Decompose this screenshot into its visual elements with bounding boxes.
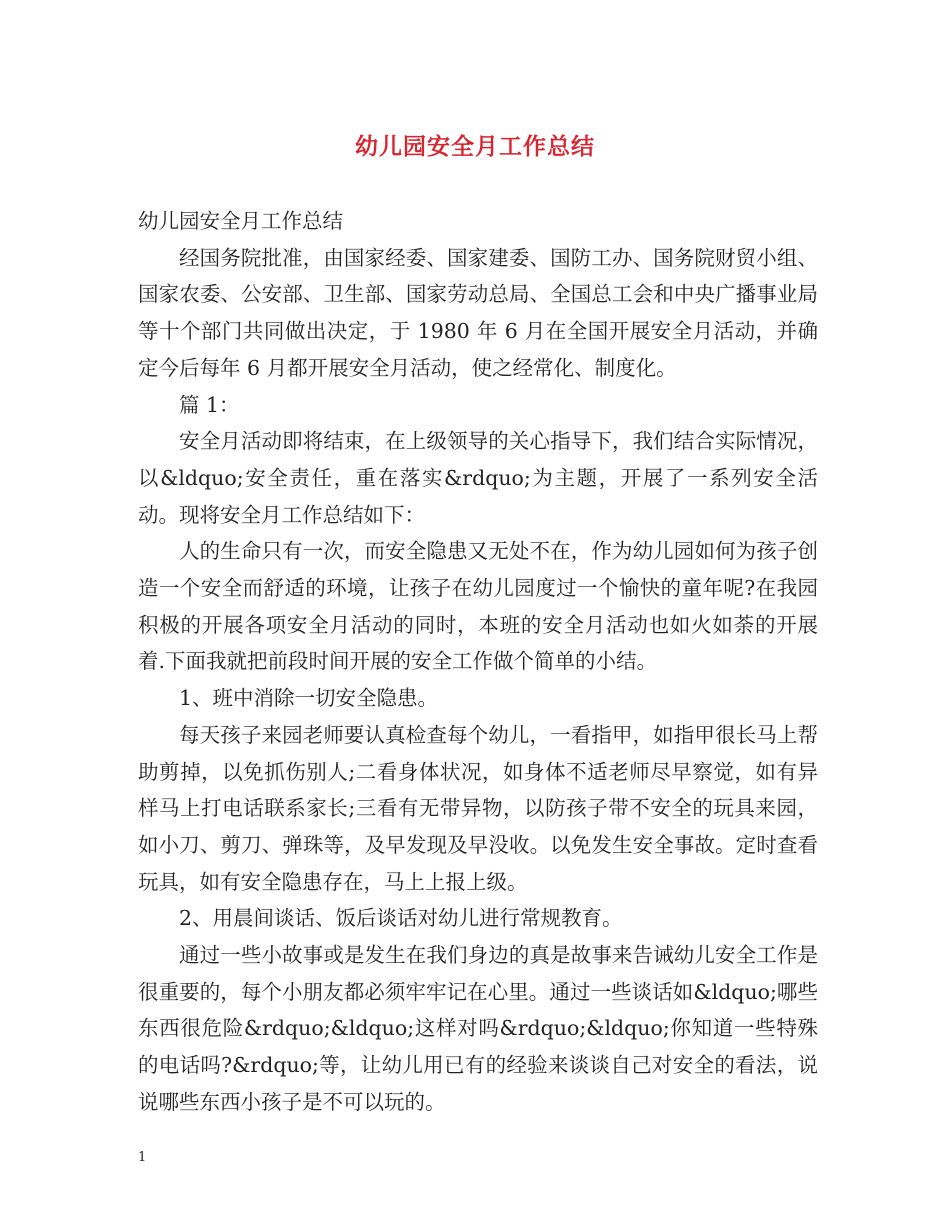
paragraph: 1、班中消除一切安全隐患。 (179, 686, 439, 711)
paragraph: 人的生命只有一次，而安全隐患又无处不在，作为幼儿园如何为孩子创造一个安全而舒适的环境，让孩子在幼儿园度过一个愉快的童年呢?在我园积极的开展各项安全月活动的同时，本班的安全月活动也如火如荼的开展着.下面我就把前段时间开展的安全工作做个简单的小结。 (138, 539, 818, 674)
document-subtitle: 幼儿园安全月工作总结 (138, 209, 343, 233)
paragraph: 篇 1： (179, 392, 240, 417)
document-title: 幼儿园安全月工作总结 (355, 133, 595, 160)
page-number: 1 (138, 1150, 147, 1165)
document-body (138, 203, 818, 1121)
paragraph: 通过一些小故事或是发生在我们身边的真是故事来告诫幼儿安全工作是很重要的，每个小朋友都必须牢牢记在心里。通过一些谈话如&ldquo;哪些东西很危险&rdquo;&ldquo;这样对吗&rdquo;&ldquo;你知道一些特殊的电话吗?&rdquo;等，让幼儿用已有的经验来谈谈自己对安全的看法，说说哪些东西小孩子是不可以玩的。 (138, 943, 818, 1114)
paragraph: 安全月活动即将结束，在上级领导的关心指导下，我们结合实际情况，以&ldquo;安全责任，重在落实&rdquo;为主题，开展了一系列安全活动。现将安全月工作总结如下： (138, 429, 818, 527)
paragraph: 2、用晨间谈话、饭后谈话对幼儿进行常规教育。 (179, 906, 623, 931)
paragraph: 每天孩子来园老师要认真检查每个幼儿，一看指甲，如指甲很长马上帮助剪掉，以免抓伤别人;二看身体状况，如身体不适老师尽早察觉，如有异样马上打电话联系家长;三看有无带异物，以防孩子带不安全的玩具来园，如小刀、剪刀、弹珠等，及早发现及早没收。以免发生安全事故。定时查看玩具，如有安全隐患存在，马上上报上级。 (138, 722, 818, 894)
paragraph: 经国务院批准，由国家经委、国家建委、国防工办、国务院财贸小组、国家农委、公安部、卫生部、国家劳动总局、全国总工会和中央广播事业局等十个部门共同做出决定，于 1980 年 6 月在全国开展安全月活动，并确定今后每年 6 月都开展安全月活动，使之经常化、制度化。 (138, 245, 818, 380)
